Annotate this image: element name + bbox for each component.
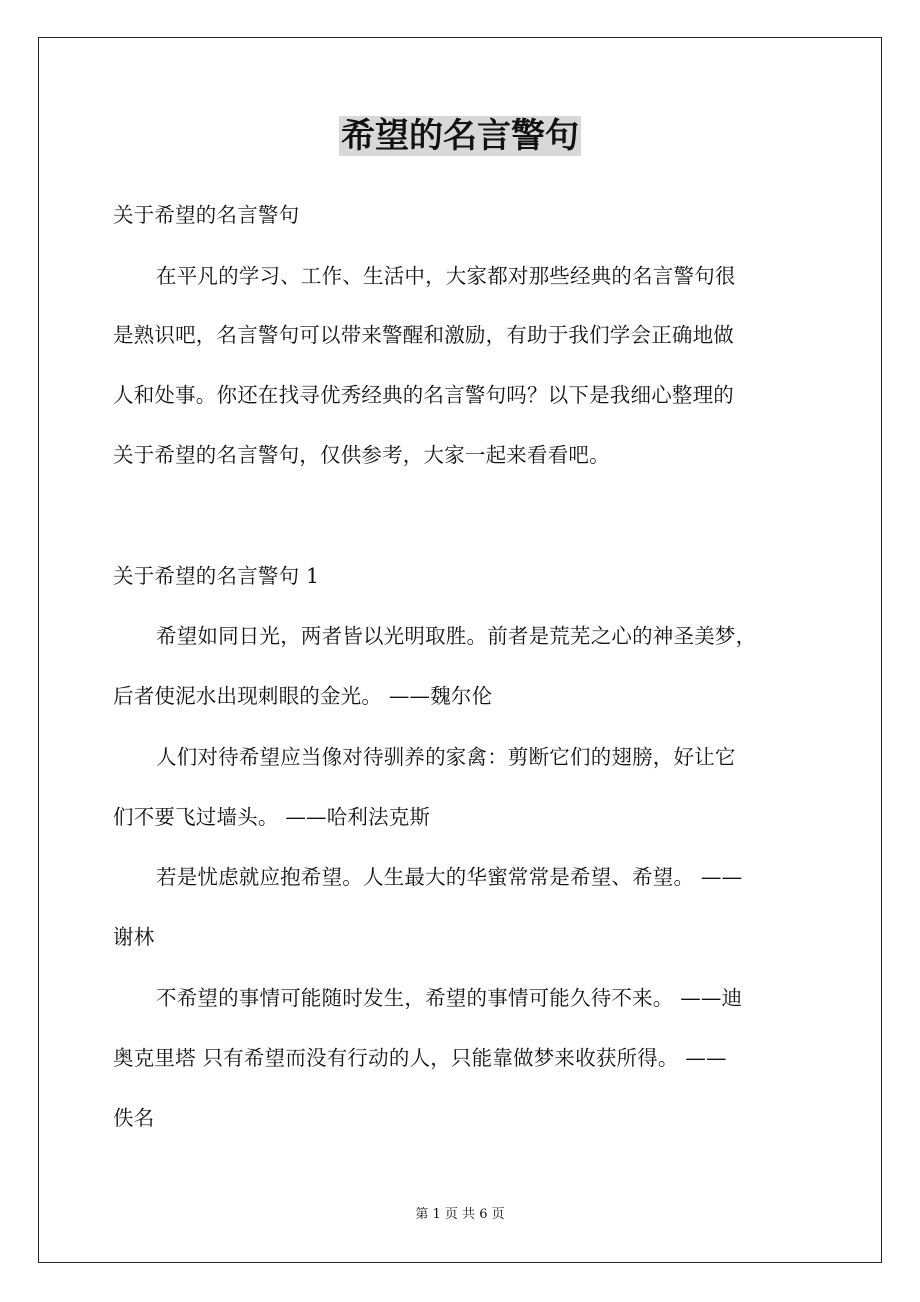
- quote-line: 不希望的事情可能随时发生，希望的事情可能久待不来。 ——迪: [156, 986, 743, 1010]
- document-title: [0, 112, 920, 160]
- intro-line: 关于希望的名言警句，仅供参考，大家一起来看看吧。: [113, 443, 610, 467]
- subtitle: 关于希望的名言警句: [113, 203, 300, 227]
- intro-line: 人和处事。你还在找寻优秀经典的名言警句吗？以下是我细心整理的: [113, 383, 734, 407]
- quote-line: 希望如同日光，两者皆以光明取胜。前者是荒芜之心的神圣美梦，: [156, 624, 757, 648]
- document-title-text: 希望的名言警句: [341, 116, 579, 156]
- intro-line: 是熟识吧，名言警句可以带来警醒和激励，有助于我们学会正确地做: [113, 323, 734, 347]
- intro-line: 在平凡的学习、工作、生活中，大家都对那些经典的名言警句很: [156, 264, 736, 288]
- quote-line: 谢林: [113, 925, 155, 949]
- quote-line: 人们对待希望应当像对待驯养的家禽：剪断它们的翅膀，好让它: [156, 745, 736, 769]
- quote-line: 后者使泥水出现刺眼的金光。 ——魏尔伦: [113, 684, 493, 708]
- quote-line: 若是忧虑就应抱希望。人生最大的华蜜常常是希望、希望。 ——: [156, 865, 743, 889]
- quote-line: 奥克里塔 只有希望而没有行动的人，只能靠做梦来收获所得。 ——: [113, 1046, 727, 1070]
- quote-line: 佚名: [113, 1106, 155, 1130]
- quote-line: 们不要飞过墙头。 ——哈利法克斯: [113, 805, 431, 829]
- section-heading: 关于希望的名言警句 1: [113, 564, 320, 588]
- page-footer: 第 1 页 共 6 页: [415, 1207, 505, 1222]
